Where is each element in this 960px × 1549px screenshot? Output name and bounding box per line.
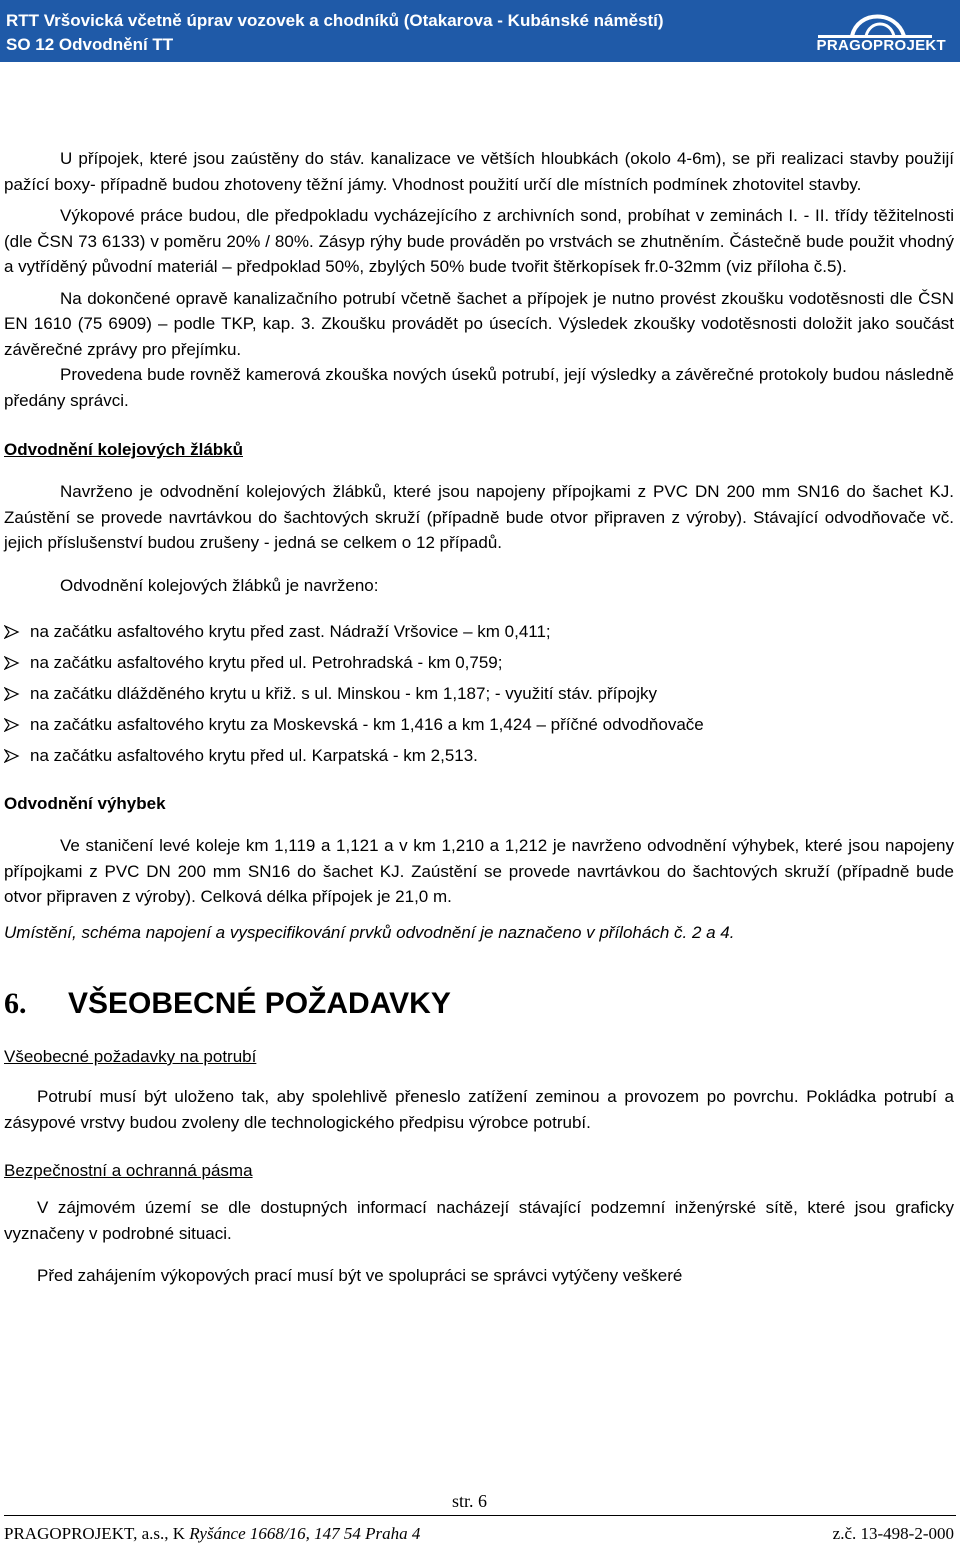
chapter-number: 6. [4,987,27,1020]
arrow-bullet-icon [4,718,20,732]
list-item [4,709,954,740]
list-item [4,740,954,771]
paragraph: Před zahájením výkopových prací musí být ve spolupráci se správci vytýčeny veškeré [37,1266,683,1285]
chapter-heading [4,984,954,1024]
list-item [4,647,954,678]
subheading-pasma: Bezpečnostní a ochranná pásma [4,1161,253,1180]
paragraph: Provedena bude rovněž kamerová zkouška nových úseků potrubí, její výsledky a závěrečné protokoly budou následně předány správci. [4,365,954,410]
footer-company: PRAGOPROJEKT, a.s., K [4,1524,190,1543]
paragraph: Ve staničení levé koleje km 1,119 a 1,121 a v km 1,210 a 1,212 je navrženo odvodnění výhybek, které jsou napojeny přípojkami z PVC DN 200 mm SN16 do šachet KJ. Zaústění se provede navrtávkou do šachtových skruží (případně bude otvor připraven z výroby). Celková délka přípojek je 21,0 m. [4,836,954,906]
paragraph: Potrubí musí být uloženo tak, aby spolehlivě přeneslo zatížení zeminou a provozem po povrchu. Pokládka potrubí a zásypové vrstvy budou zvoleny dle technologického předpisu výrobce potrubí. [4,1087,954,1132]
footer-street: Ryšánce 1668/16, 147 54 Praha 4 [189,1524,421,1543]
subheading-potrubi: Všeobecné požadavky na potrubí [4,1047,257,1066]
section-heading-kolejove: Odvodnění kolejových žlábků [4,440,243,459]
list-item-text: na začátku asfaltového krytu před ul. Karpatská - km 2,513. [30,746,478,765]
section-heading-vyhybky: Odvodnění výhybek [4,794,166,813]
list-item-text: na začátku asfaltového krytu před ul. Petrohradská - km 0,759; [30,653,503,672]
paragraph: V zájmovém území se dle dostupných informací nacházejí stávající podzemní inženýrské sítě, které jsou graficky vyznačeny v podrobné situaci. [4,1198,954,1243]
arrow-bullet-icon [4,656,20,670]
page-header [0,0,960,62]
list-item-text: na začátku asfaltového krytu před zast. Nádraží Vršovice – km 0,411; [30,622,551,641]
paragraph: U přípojek, které jsou zaústěny do stáv. kanalizace ve větších hloubkách (okolo 4-6m), se při realizaci stavby použijí pažící boxy- případně budou zhotoveny těžní jámy. Vhodnost použití určí dle místních podmínek zhotovitel stavby. [4,149,954,194]
footer-order-number: z.č. 13-498-2-000 [832,1524,954,1543]
list-item-text: na začátku asfaltového krytu za Moskevská - km 1,416 a km 1,424 – příčné odvodňovače [30,715,704,734]
paragraph: Na dokončené opravě kanalizačního potrubí včetně šachet a přípojek je nutno provést zkoušku vodotěsnosti dle ČSN EN 1610 (75 6909) – podle TKP, kap. 3. Zkoušku provádět po úsecích. Výsledek zkoušky vodotěsnosti doložit jako součást závěrečné zprávy pro přejímku. [4,288,954,359]
logo-text: PRAGOPROJEKT [816,37,946,54]
document-body [4,146,954,1289]
list-item-text: na začátku dlážděného krytu u křiž. s ul. Minskou - km 1,187; - využití stáv. přípojky [30,684,658,703]
project-title: RTT Vršovická včetně úprav vozovek a chodníků (Otakarova - Kubánské náměstí) [6,11,664,30]
arrow-bullet-icon [4,687,20,701]
arrow-bullet-icon [4,749,20,763]
page-number: str. 6 [452,1491,488,1511]
list-item [4,616,954,647]
paragraph: Odvodnění kolejových žlábků je navrženo: [60,575,379,595]
arrow-bullet-icon [4,625,20,639]
chapter-title: VŠEOBECNÉ POŽADAVKY [68,987,451,1020]
list-item [4,678,954,709]
footer-divider [4,1515,956,1516]
italic-note: Umístění, schéma napojení a vyspecifikování prvků odvodnění je naznačeno v přílohách č. 2 a 4. [4,922,735,942]
paragraph: Výkopové práce budou, dle předpokladu vycházejícího z archivních sond, probíhat v zeminách I. - II. třídy těžitelnosti (dle ČSN 73 6133) v poměru 20% / 80%. Zásyp rýhy bude prováděn po vrstvách se zhutněním. Částečně bude použit vhodný a vytříděný původní materiál – předpoklad 50%, zbylých 50% bude tvořit štěrkopísek fr.0-32mm (viz příloha č.5). [4,206,954,276]
document-title: SO 12 Odvodnění TT [6,35,174,54]
drainage-list [4,616,954,771]
paragraph: Navrženo je odvodnění kolejových žlábků, které jsou napojeny přípojkami z PVC DN 200 mm SN16 do šachet KJ. Zaústění se provede navrtávkou do šachtových skruží (případně bude otvor připraven z výroby). Stávající odvodňovače vč. jejich příslušenství budou zrušeny - jedná se celkem o 12 případů. [4,482,954,552]
footer-address [4,1524,420,1544]
